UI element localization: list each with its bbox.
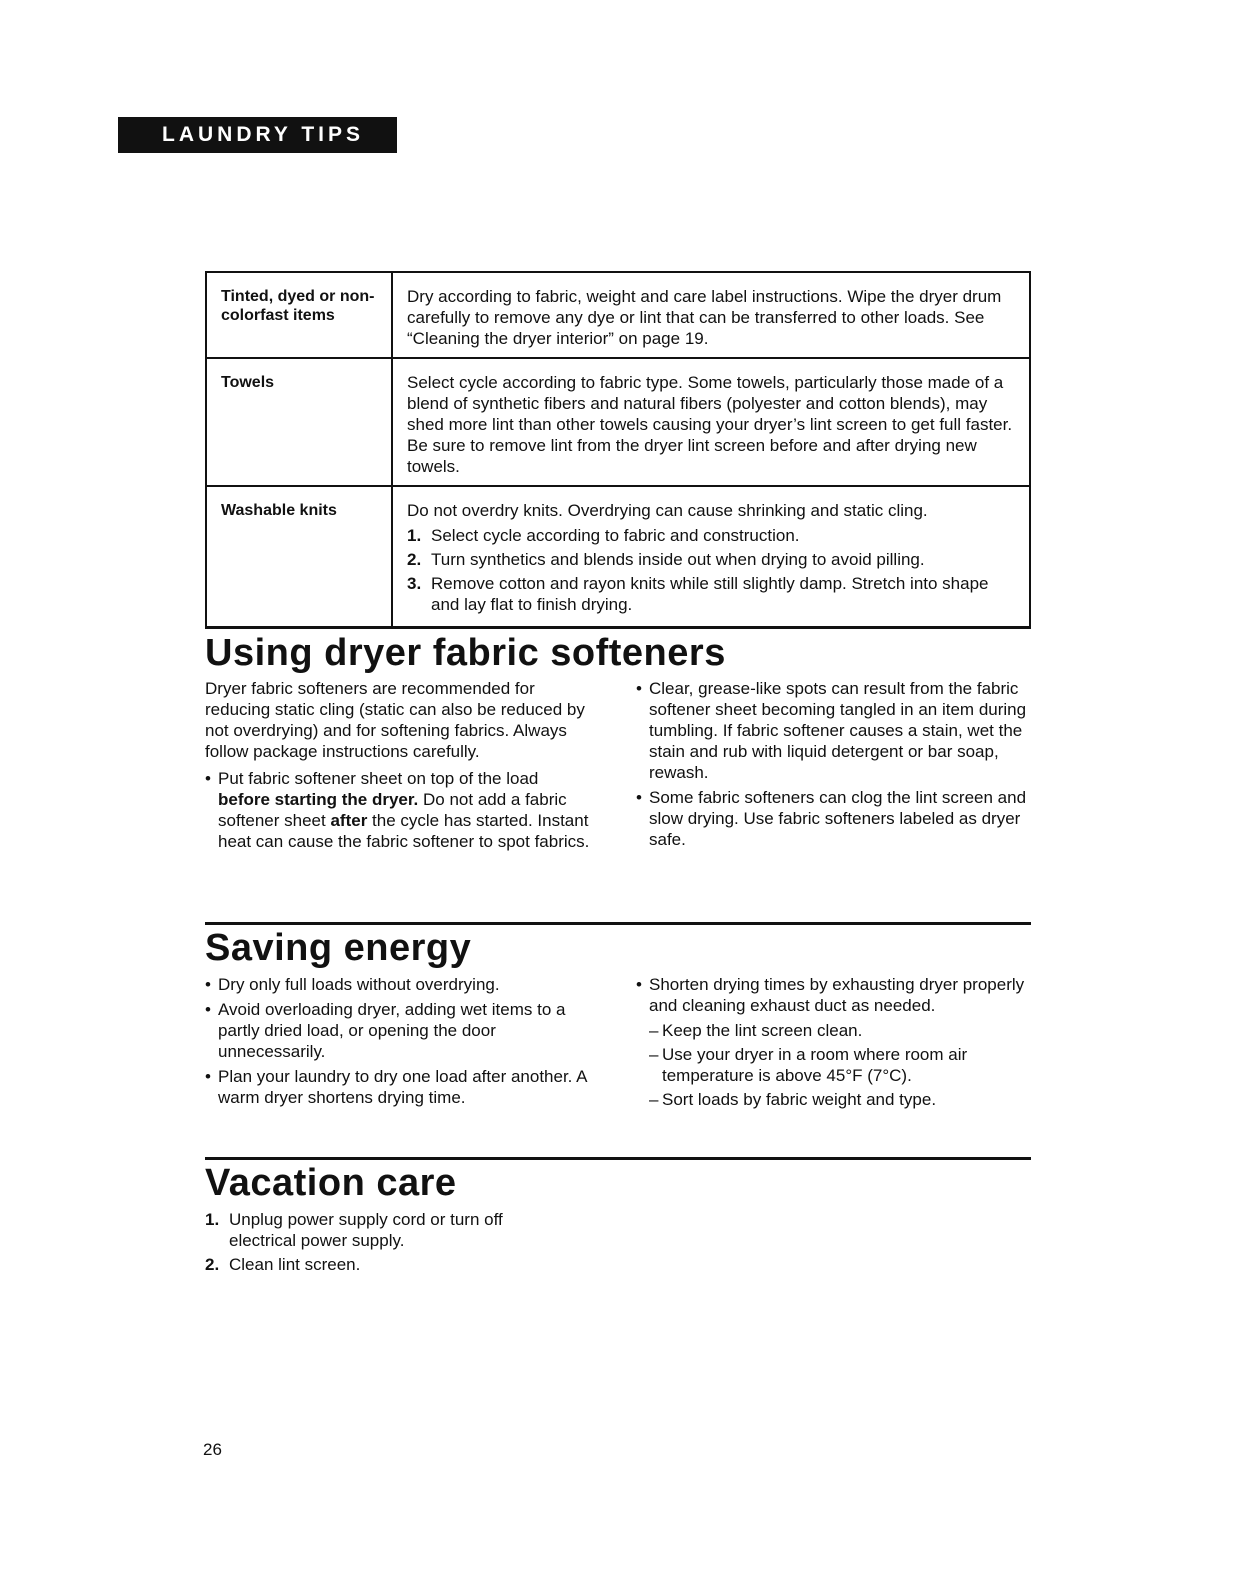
list-item: • Dry only full loads without overdrying.	[205, 974, 600, 995]
row-description: Dry according to fabric, weight and care label instructions. Wipe the dryer drum carefully to remove any dye or lint that can be transferred to other loads. See “Cleaning the dryer interior” on page 19.	[392, 272, 1030, 358]
softeners-left-bullets	[205, 768, 590, 852]
section-divider	[205, 626, 1031, 629]
vacation-steps	[205, 1209, 565, 1275]
section-tab: LAUNDRY TIPS	[118, 117, 397, 153]
vacation-column	[205, 1209, 565, 1278]
table-row	[206, 358, 1030, 486]
list-item: • Clear, grease-like spots can result from the fabric softener sheet becoming tangled in an item during tumbling. If fabric softener causes a stain, wet the stain and rub with liquid detergent or bar soap, rewash.	[636, 678, 1031, 783]
section-divider	[205, 1157, 1031, 1160]
list-item: 2. Turn synthetics and blends inside out when drying to avoid pilling.	[407, 550, 925, 569]
section-title-vacation: Vacation care	[205, 1162, 457, 1204]
list-item: • Shorten drying times by exhausting dryer properly and cleaning exhaust duct as needed.	[636, 974, 1031, 1016]
energy-left-bullets	[205, 974, 600, 1108]
row-description: Select cycle according to fabric type. Some towels, particularly those made of a blend of synthetic fibers and natural fibers (polyester and cotton blends), may shed more lint than other towels causing your dryer’s lint screen to get full faster. Be sure to remove lint from the dryer lint screen before and after drying new towels.	[392, 358, 1030, 486]
energy-dash-list	[649, 1020, 1031, 1110]
laundry-tips-table	[205, 271, 1031, 628]
list-item: 1. Select cycle according to fabric and construction.	[407, 526, 800, 545]
knit-steps	[407, 525, 1019, 615]
row-label: Washable knits	[206, 486, 392, 627]
softeners-right-column	[636, 678, 1031, 854]
softeners-intro: Dryer fabric softeners are recommended for reducing static cling (static can also be reduced by not overdrying) and for softening fabrics. Always follow package instructions carefully.	[205, 679, 585, 761]
row-label: Tinted, dyed or non-colorfast items	[206, 272, 392, 358]
list-item: • Put fabric softener sheet on top of the load before starting the dryer. Do not add a fabric softener sheet after the cycle has started. Instant heat can cause the fabric softener to spot fabrics.	[205, 768, 590, 852]
row-label: Towels	[206, 358, 392, 486]
energy-right-bullets	[636, 974, 1031, 1016]
softeners-left-column	[205, 678, 590, 856]
list-item: 3. Remove cotton and rayon knits while still slightly damp. Stretch into shape and lay flat to finish drying.	[407, 574, 989, 614]
list-item: • Plan your laundry to dry one load after another. A warm dryer shortens drying time.	[205, 1066, 600, 1108]
list-item: – Keep the lint screen clean.	[649, 1020, 1031, 1041]
energy-left-column	[205, 974, 600, 1112]
row-description	[392, 486, 1030, 627]
list-item: – Sort loads by fabric weight and type.	[649, 1089, 1031, 1110]
section-divider	[205, 922, 1031, 925]
list-item: 1. Unplug power supply cord or turn off electrical power supply.	[205, 1210, 503, 1250]
softeners-right-bullets	[636, 678, 1031, 850]
row-intro: Do not overdry knits. Overdrying can cause shrinking and static cling.	[407, 501, 928, 520]
page-number: 26	[203, 1440, 222, 1459]
list-item: 2. Clean lint screen.	[205, 1255, 361, 1274]
list-item: – Use your dryer in a room where room air temperature is above 45°F (7°C).	[649, 1044, 1031, 1086]
section-title-softeners: Using dryer fabric softeners	[205, 632, 726, 674]
list-item: • Some fabric softeners can clog the lint screen and slow drying. Use fabric softeners labeled as dryer safe.	[636, 787, 1031, 850]
energy-right-column	[636, 974, 1031, 1113]
list-item: • Avoid overloading dryer, adding wet items to a partly dried load, or opening the door unnecessarily.	[205, 999, 600, 1062]
section-title-energy: Saving energy	[205, 927, 472, 969]
table-row	[206, 272, 1030, 358]
table-row	[206, 486, 1030, 627]
